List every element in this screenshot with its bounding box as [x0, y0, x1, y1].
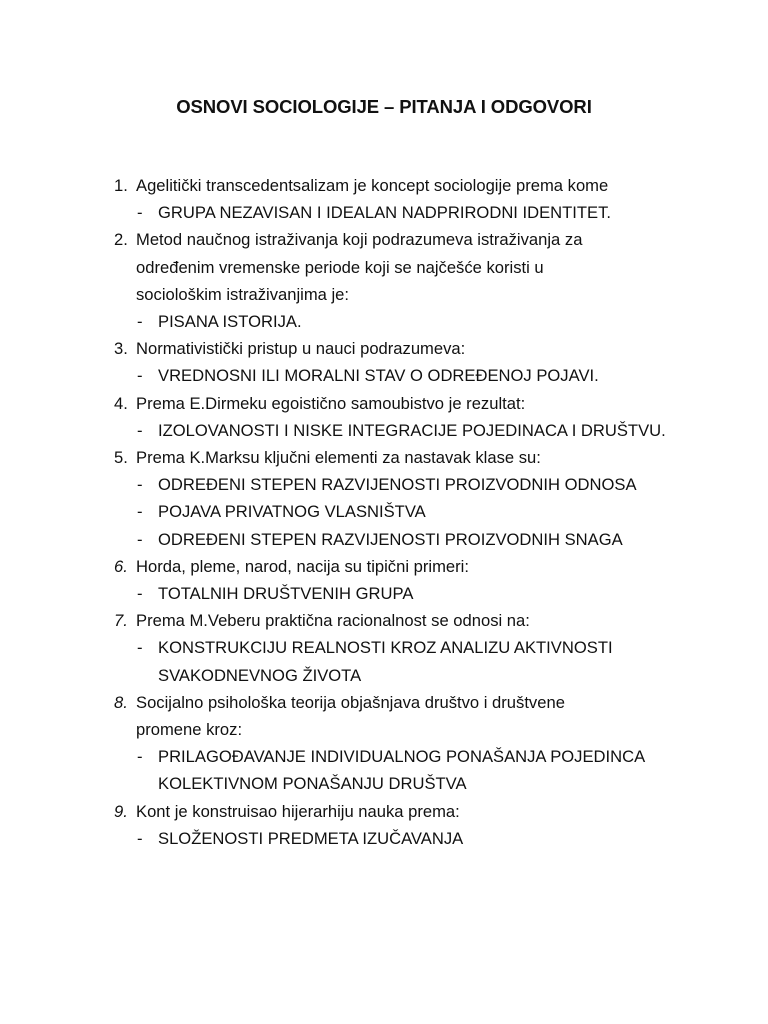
question-number: 8.	[114, 692, 128, 712]
question-number: 5.	[114, 448, 128, 468]
question-item	[0, 226, 768, 335]
question-item	[0, 553, 768, 607]
question-line: određenim vremenske periode koji se najčešće koristi u	[136, 257, 544, 277]
question-list	[0, 172, 768, 852]
answer-line: SVAKODNEVNOG ŽIVOTA	[158, 665, 362, 685]
answer-bullet: -	[137, 366, 143, 386]
question-line: Metod naučnog istraživanja koji podrazumeva istraživanja za	[136, 230, 583, 250]
question-number: 2.	[114, 230, 128, 250]
answer-line: ODREĐENI STEPEN RAZVIJENOSTI PROIZVODNIH SNAGA	[158, 529, 623, 549]
answer-item	[0, 743, 768, 797]
question-line: sociološkim istraživanjima je:	[136, 284, 350, 304]
answer-item	[0, 526, 768, 553]
question-item	[0, 390, 768, 444]
answer-item	[0, 308, 768, 335]
question-line: Horda, pleme, narod, nacija su tipični primeri:	[136, 556, 469, 576]
question-text	[0, 172, 768, 199]
answer-item	[0, 580, 768, 607]
answer-line: SLOŽENOSTI PREDMETA IZUČAVANJA	[158, 828, 464, 848]
question-number: 7.	[114, 611, 128, 631]
question-line: promene kroz:	[136, 720, 243, 740]
answer-bullet: -	[137, 203, 143, 223]
question-text	[0, 335, 768, 362]
answer-bullet: -	[137, 828, 143, 848]
question-line: Normativistički pristup u nauci podrazumeva:	[136, 339, 466, 359]
question-item	[0, 172, 768, 226]
answer-item	[0, 199, 768, 226]
question-number: 9.	[114, 801, 128, 821]
question-line: Socijalno psihološka teorija objašnjava društvo i društvene	[136, 692, 565, 712]
answer-line: ODREĐENI STEPEN RAZVIJENOSTI PROIZVODNIH ODNOSA	[158, 475, 637, 495]
answer-line: PISANA ISTORIJA.	[158, 312, 302, 332]
question-line: Prema K.Marksu ključni elementi za nastavak klase su:	[136, 448, 541, 468]
answer-bullet: -	[137, 312, 143, 332]
answer-item	[0, 417, 768, 444]
document-title: OSNOVI SOCIOLOGIJE – PITANJA I ODGOVORI	[176, 96, 592, 117]
answer-item	[0, 362, 768, 389]
question-line: Kont je konstruisao hijerarhiju nauka prema:	[136, 801, 460, 821]
answer-bullet: -	[137, 584, 143, 604]
answer-item	[0, 471, 768, 498]
answer-item	[0, 634, 768, 688]
question-number: 4.	[114, 393, 128, 413]
answer-line: KOLEKTIVNOM PONAŠANJU DRUŠTVA	[158, 774, 467, 794]
answer-bullet: -	[137, 747, 143, 767]
question-number: 3.	[114, 339, 128, 359]
question-item	[0, 689, 768, 798]
question-item	[0, 798, 768, 852]
answer-bullet: -	[137, 638, 143, 658]
question-text	[0, 689, 768, 743]
question-number: 6.	[114, 556, 128, 576]
question-text	[0, 553, 768, 580]
answer-line: GRUPA NEZAVISAN I IDEALAN NADPRIRODNI IDENTITET.	[158, 203, 612, 223]
question-number: 1.	[114, 176, 128, 195]
question-line: Prema M.Veberu praktična racionalnost se odnosi na:	[136, 611, 530, 631]
answer-line: VREDNOSNI ILI MORALNI STAV O ODREĐENOJ POJAVI.	[158, 366, 599, 386]
question-text	[0, 226, 768, 308]
question-item	[0, 444, 768, 553]
question-item	[0, 335, 768, 389]
answer-line: PRILAGOĐAVANJE INDIVIDUALNOG PONAŠANJA POJEDINCA	[158, 747, 646, 767]
answer-line: IZOLOVANOSTI I NISKE INTEGRACIJE POJEDINACA I DRUŠTVU.	[158, 420, 666, 440]
question-text	[0, 607, 768, 634]
answer-bullet: -	[137, 420, 143, 440]
question-item	[0, 607, 768, 689]
answer-line: POJAVA PRIVATNOG VLASNIŠTVA	[158, 502, 426, 522]
answer-item	[0, 825, 768, 852]
question-text	[0, 798, 768, 825]
answer-bullet: -	[137, 475, 143, 495]
answer-line: KONSTRUKCIJU REALNOSTI KROZ ANALIZU AKTIVNOSTI	[158, 638, 613, 658]
answer-bullet: -	[137, 529, 143, 549]
answer-line: TOTALNIH DRUŠTVENIH GRUPA	[158, 584, 414, 604]
question-line: Agelitički transcedentsalizam je koncept sociologije prema kome	[136, 176, 609, 195]
answer-item	[0, 498, 768, 525]
question-text	[0, 444, 768, 471]
question-line: Prema E.Dirmeku egoistično samoubistvo je rezultat:	[136, 393, 526, 413]
question-text	[0, 390, 768, 417]
answer-bullet: -	[137, 502, 143, 522]
